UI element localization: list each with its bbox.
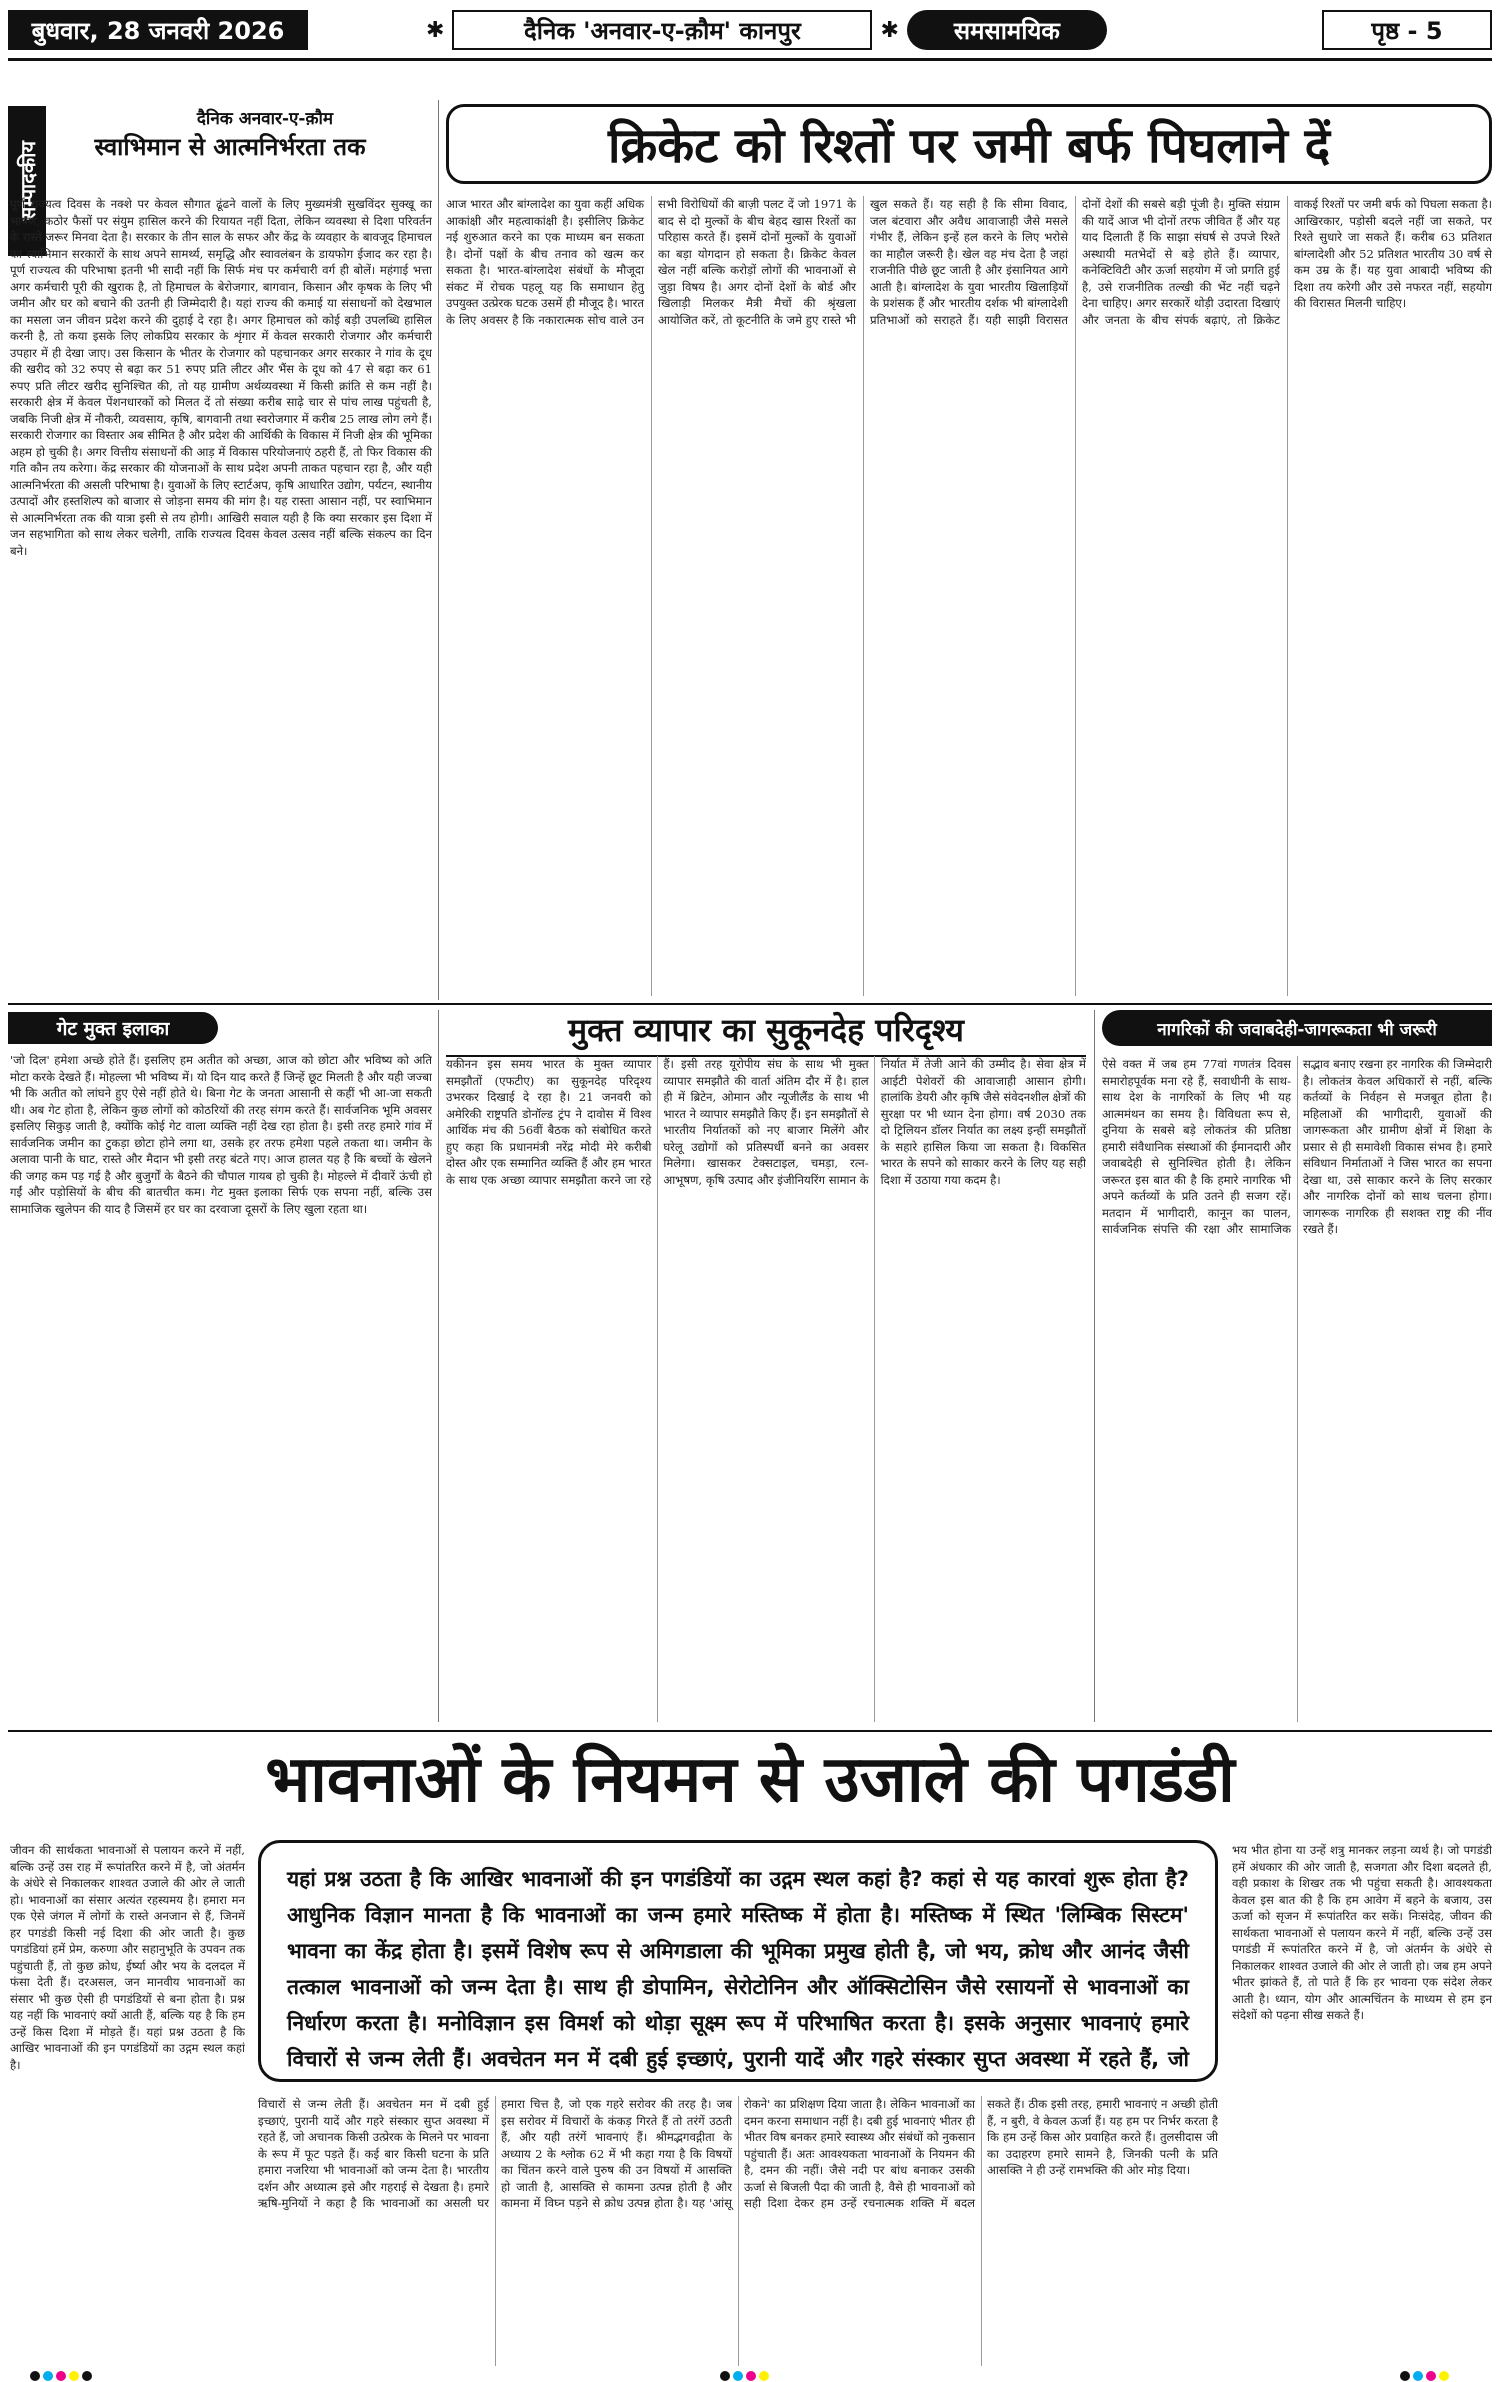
cricket-body: आज भारत और बांग्लादेश का युवा कहीं अधिक आकांक्षी और महत्वाकांक्षी है। इसीलिए क्रिकेट नई शुरुआत करने का एक माध्यम बन सकता है। दोनों पक्षों के बीच तनाव को खत्म कर सकता है। भारत-बांग्लादेश संबंधों के मौजूदा संकट में रोचक पहलू यह कि समाधान हेतु उपयुक्त उत्प्रेरक घटक उसमें ही मौजूद है। भारत के लिए अवसर है कि नकारात्मक सोच वाले उन सभी विरोधियों की बाज़ी पलट दें जो 1971 के बाद से दो मुल्कों के बीच बेहद खास रिश्तों का परिहास करते हैं। इसमें दोनों मुल्कों के युवाओं का बड़ा योगदान हो सकता है। क्रिकेट केवल खेल नहीं बल्कि करोड़ों लोगों की भावनाओं से जुड़ा विषय है। अगर दोनों देशों के बोर्ड और खिलाड़ी मिलकर मैत्री मैचों की श्रृंखला आयोजित करें, तो कूटनीति के जमे हुए रास्ते भी खुल सकते हैं। यह सही है कि सीमा विवाद, जल बंटवारा और अवैध आवाजाही जैसे मसले गंभीर हैं, लेकिन इन्हें हल करने के लिए भरोसे का माहौल जरूरी है। खेल वह मंच देता है जहां राजनीति पीछे छूट जाती है और इंसानियत आगे आती है। बांग्लादेश के युवा भारतीय खिलाड़ियों के प्रशंसक हैं और भारतीय दर्शक भी बांग्लादेशी प्रतिभाओं को सराहते हैं। यही साझी विरासत दोनों देशों की सबसे बड़ी पूंजी है। मुक्ति संग्राम की यादें आज भी दोनों तरफ जीवित हैं और यह याद दिलाती हैं कि साझा संघर्ष से उपजे रिश्ते अस्थायी मतभेदों से बड़े होते हैं। व्यापार, कनेक्टिविटी और ऊर्जा सहयोग में जो प्रगति हुई है, उसे राजनीतिक तल्खी की भेंट नहीं चढ़ने देना चाहिए। अगर सरकारें थोड़ी उदारता दिखाएं और जनता के बीच संपर्क बढ़ाएं, तो क्रिकेट वाकई रिश्तों पर जमी बर्फ को पिघला सकता है। आखिरकार, पड़ोसी बदले नहीं जा सकते, पर रिश्ते सुधारे जा सकते हैं। करीब 63 प्रतिशत बांग्लादेशी और 52 प्रतिशत भारतीय 30 वर्ष से कम उम्र के हैं। यह युवा आबादी भविष्य की दिशा तय करेगी और उसे नफरत नहीं, सहयोग की विरासत मिलनी चाहिए। xyxy=(446,197,1492,327)
trade-title: मुक्त व्यापार का सुकूनदेह परिदृश्य xyxy=(446,1008,1086,1057)
citizens-body: ऐसे वक्त में जब हम 77वां गणतंत्र दिवस समारोहपूर्वक मना रहे हैं, सवाधीनी के साथ-साथ देश के नागरिकों के लिए भी यह आत्ममंथन का समय है। विविधता रूप से, दुनिया के सबसे बड़े लोकतंत्र की प्रतिष्ठा हमारी संवैधानिक संस्थाओं की ईमानदारी और जवाबदेही से सुनिश्चित होती है। लेकिन जरूरत इस बात की है कि हमारे नागरिक भी अपने कर्तव्यों के प्रति उतने ही सजग रहें। मतदान में भागीदारी, कानून का पालन, सार्वजनिक संपत्ति की रक्षा और सामाजिक सद्भाव बनाए रखना हर नागरिक की जिम्मेदारी है। लोकतंत्र केवल अधिकारों से नहीं, बल्कि कर्तव्यों के निर्वहन से मजबूत होता है। महिलाओं की भागीदारी, युवाओं की जागरूकता और ग्रामीण क्षेत्रों में शिक्षा के प्रसार से ही समावेशी विकास संभव है। हमारे संविधान निर्माताओं ने जिस भारत का सपना देखा था, उसे साकार करने के लिए सरकार और नागरिक दोनों को साथ चलना होगा। जागरूक नागरिक ही सशक्त राष्ट्र की नींव रखते हैं। xyxy=(1102,1057,1492,1236)
editorial-tag-text: सम्पादकीय xyxy=(15,141,40,221)
masthead-rule xyxy=(8,58,1492,61)
feature-left-body: जीवन की सार्थकता भावनाओं से पलायन करने में नहीं, बल्कि उन्हें उस राह में रूपांतरित करने में है, जो अंतर्मन के अंधेरे से निकालकर शाश्वत उजाले की ओर ले जाती हो। भावनाओं का संसार अत्यंत रहस्यमय है। हमारा मन एक ऐसे जंगल में लोगों के रास्ते अनजान से हैं, जिनमें हर पगडंडी किसी नई दिशा की ओर जाती है। कुछ पगडंडियां हमें प्रेम, करुणा और सहानुभूति के उपवन तक पहुंचाती हैं, तो कुछ क्रोध, ईर्ष्या और भय के दलदल में फंसा देती हैं। दरअसल, जन मानवीय भावनाओं का संसार भी कुछ ऐसी ही पगडंडियों से बना होता है। प्रश्न यह नहीं कि भावनाएं क्यों आती हैं, बल्कि यह है कि हम उन्हें किस दिशा में मोड़ते हैं। यहां प्रश्न उठता है कि आखिर भावनाओं की इन पगडंडियों का उद्गम स्थल कहां है। xyxy=(10,1843,245,2072)
editorial-title: स्वाभिमान से आत्मनिर्भरता तक xyxy=(94,133,366,161)
masthead xyxy=(8,6,1492,54)
registration-marks xyxy=(720,2366,772,2382)
gate-title: गेट मुक्त इलाका xyxy=(8,1012,218,1044)
page-number: पृष्ठ - 5 xyxy=(1322,10,1492,50)
citizens-title: नागरिकों की जवाबदेही-जागरूकता भी जरूरी xyxy=(1102,1010,1492,1046)
paper-name: दैनिक 'अनवार-ए-क़ौम' कानपुर xyxy=(452,10,872,50)
registration-marks xyxy=(30,2366,95,2382)
star-icon: ✱ xyxy=(426,17,445,43)
editorial-body: पूर्ण राज्यत्व दिवस के नक्शे पर केवल सौगात ढूंढने वालों के लिए मुख्यमंत्री सुखविंदर सुक्खू का भाषण, कठोर फैसों पर संयुम हासिल करने की रियायत नहीं दिता, लेकिन व्यवस्था से दिशा परिवर्तन के रास्ते जरूर मिनवा देता है। सरकार के तीन साल के सफर और केंद्र के व्यवहार के बावजूद हिमाचल का स्वाभिमान सरकारों के साथ अपने सामर्थ्य, समृद्धि और स्वावलंबन के डायफोग ईजाद कर रहा है। पूर्ण राज्यत्व की परिभाषा इतनी भी सादी नहीं कि सिर्फ मंच पर कर्मचारी वर्ग ही बोलें। महंगाई भत्ता अगर कर्मचारी पूरी की खुराक है, तो हिमाचल के बेरोजगार, बागवान, किसान और कृषक के लिए भी जमीन और घर को बचाने की उतनी ही जिम्मेदारी है। यहां राज्य की कमाई या संसाधनों को देखभाल का मसला जन जीवन प्रदेश करने की दुहाई दे रहा है। अगर हिमाचल को कोई बड़ी उपलब्धि हासिल करनी है, तो कया इसके लिए लोकप्रिय सरकार के शृंगार में केवल सरकारी रोजगार और कर्मचारी उपहार में ही देखा जाए। उस किसान के भीतर के रोजगार को पहचानकर अगर सरकार ने गांव के दूध की खरीद को 32 रुपए से बढ़ा कर 51 रुपए प्रति लीटर और भैंस के दूध को 47 से बढ़ा कर 61 रुपए प्रति लीटर खरीद सुनिश्चित की, तो यह ग्रामीण अर्थव्यवस्था में किसी क्रांति से कम नहीं है। सरकारी क्षेत्र में केवल पेंशनधारकों को मिलत दें तो संख्या करीब साढ़े चार से पांच लाख पहुंचती है, जबकि निजी क्षेत्र में नौकरी, व्यवसाय, कृषि, बागवानी तथा स्वरोजगार में करीब 25 लाख लोग लगे हैं। सरकारी रोजगार का विस्तार अब सीमित है और प्रदेश की आर्थिकी के विकास में निजी क्षेत्र की भूमिका अहम हो चुकी है। अगर वित्तीय संसाधनों की आड़ में विकास परियोजनाएं ठहरी हैं, तो फिर विकास की गति कौन तय करेगा। केंद्र सरकार की योजनाओं के साथ प्रदेश अपनी ताकत पहचान रहा है, और यही आत्मनिर्भरता की असली परिभाषा है। युवाओं के लिए स्टार्टअप, कृषि आधारित उद्योग, पर्यटन, स्थानीय उत्पादों और हस्तशिल्प को बाजार से जोड़ना समय की मांग है। यह रास्ता आसान नहीं, पर स्वाभिमान से आत्मनिर्भरता तक की यात्रा इसी से तय होगी। आखिरी सवाल यही है कि क्या सरकार इस दिशा में जन सहभागिता को साथ लेकर चलेगी, ताकि राज्यत्व दिवस केवल उत्सव नहीं बल्कि संकल्प का दिन बने। xyxy=(10,197,432,558)
editorial-source: दैनिक अनवार-ए-क़ौम xyxy=(196,109,334,129)
section-label: समसामयिक xyxy=(907,10,1107,50)
column-divider xyxy=(438,100,439,1000)
feature-bottom-body: विचारों से जन्म लेती हैं। अवचेतन मन में दबी हुई इच्छाएं, पुरानी यादें और गहरे संस्कार सुप्त अवस्था में रहते हैं, जो अचानक किसी उत्प्रेरक के मिलने पर भावना के रूप में फूट पड़ते हैं। कई बार किसी घटना के प्रति हमारा नजरिया भी भावनाओं को जन्म देता है। भारतीय दर्शन और अध्यात्म इसे और गहराई से देखता है। हमारे ऋषि-मुनियों ने कहा है कि भावनाओं का असली घर हमारा चित्त है, जो एक गहरे सरोवर की तरह है। जब इस सरोवर में विचारों के कंकड़ गिरते हैं तो तरंगें उठती हैं, और यही तरंगें भावनाएं हैं। श्रीमद्भगवद्गीता के अध्याय 2 के श्लोक 62 में भी कहा गया है कि विषयों का चिंतन करने वाले पुरुष की उन विषयों में आसक्ति हो जाती है, आसक्ति से कामना उत्पन्न होती है और कामना में विघ्न पड़ने से क्रोध उत्पन्न होता है। यह 'आंसू रोकने' का प्रशिक्षण दिया जाता है। लेकिन भावनाओं का दमन करना समाधान नहीं है। दबी हुई भावनाएं भीतर ही भीतर विष बनकर हमारे स्वास्थ्य और संबंधों को नुकसान पहुंचाती हैं। अतः आवश्यकता भावनाओं के नियमन की है, दमन की नहीं। जैसे नदी पर बांध बनाकर उसकी ऊर्जा से बिजली पैदा की जाती है, वैसे ही भावनाओं को सही दिशा देकर हम उन्हें रचनात्मक शक्ति में बदल सकते हैं। ठीक इसी तरह, हमारी भावनाएं न अच्छी होती हैं, न बुरी, वे केवल ऊर्जा हैं। यह हम पर निर्भर करता है कि हम उन्हें किस ओर प्रवाहित करते हैं। तुलसीदास जी का उदाहरण हमारे सामने है, जिनकी पत्नी के प्रति आसक्ति ने ही उन्हें रामभक्ति की ओर मोड़ दिया। xyxy=(258,2097,1218,2210)
cricket-title: क्रिकेट को रिश्तों पर जमी बर्फ पिघलाने दें xyxy=(607,117,1331,174)
section-rule xyxy=(8,1730,1492,1732)
feature-pull-quote: यहां प्रश्न उठता है कि आखिर भावनाओं की इन पगडंडियों का उद्गम स्थल कहां है? कहां से यह कारवां शुरू होता है? आधुनिक विज्ञान मानता है कि भावनाओं का जन्म हमारे मस्तिष्क में होता है। मस्तिष्क में स्थित 'लिम्बिक सिस्टम' भावना का केंद्र होता है। इसमें विशेष रूप से अमिगडाला की भूमिका प्रमुख होती है, जो भय, क्रोध और आनंद जैसी तत्काल भावनाओं को जन्म देता है। साथ ही डोपामिन, सेरोटोनिन और ऑक्सिटोसिन जैसे रसायनों से भावनाओं का निर्धारण करता है। मनोविज्ञान इस विमर्श को थोड़ा सूक्ष्म रूप में परिभाषित करता है। इसके अनुसार भावनाएं हमारे विचारों से जन्म लेती हैं। अवचेतन मन में दबी हुई इच्छाएं, पुरानी यादें और गहरे संस्कार सुप्त अवस्था में रहते हैं, जो xyxy=(258,1840,1218,2082)
cricket-title-box xyxy=(446,104,1492,184)
gate-body: 'जो दिल' हमेशा अच्छे होते हैं। इसलिए हम अतीत को अच्छा, आज को छोटा और भविष्य को अति मोटा करके देखते हैं। मोहल्ला भी भविष्य में। यो दिन याद करते हैं जिन्हें छूट मिलती है और यही जज्बा भी कि अतीत को लांघने हुए ऐसे नहीं होते थे। बिना गेट के जनता आसानी से कहीं भी आ-जा सकती थी। अब गेट होता है, लेकिन कुछ लोगों को कोठरियों की तरह संगम करते हैं। सार्वजनिक भूमि अवसर इसलिए सिकुड़ जाती है, क्योंकि कोई गेट वाला व्यक्ति नहीं देख रहा होता है। इसी तरह हमारे गांव में सार्वजनिक जमीन का टुकड़ा छोटा होने लगा था, उसके हर तरफ हमेशा पहले तकता था। जमीन के अलावा पानी के घाट, रास्ते और मैदान भी इसी तरह बंटते गए। आज हालत यह है कि बच्चों के खेलने की जगह कम पड़ गई है और बुजुर्गों के बैठने की चौपाल गायब हो चुकी है। मोहल्ले में दीवारें ऊंची हो गईं और पड़ोसियों के बीच की बातचीत कम। गेट मुक्त इलाका सिर्फ एक सपना नहीं, बल्कि उस सामाजिक खुलेपन की याद है जिसमें हर घर का दरवाजा दूसरों के लिए खुला रहता था। xyxy=(10,1053,432,1216)
section-rule xyxy=(8,1003,1492,1005)
feature-title: भावनाओं के नियमन से उजाले की पगडंडी xyxy=(265,1743,1235,1817)
column-divider xyxy=(1094,1010,1095,1722)
registration-marks xyxy=(1400,2366,1452,2382)
star-icon: ✱ xyxy=(880,17,899,43)
feature-right-body: भय भीत होना या उन्हें शत्रु मानकर लड़ना व्यर्थ है। जो पगडंडी हमें अंधकार की ओर जाती है, सजगता और दिशा बदलते ही, वही प्रकाश के शिखर तक भी पहुंचा सकती है। आवश्यकता केवल इस बात की है कि हम आवेग में बहने के बजाय, उस ऊर्जा को सृजन में रूपांतरित कर सकें। निःसंदेह, जीवन की सार्थकता भावनाओं से पलायन करने में नहीं, बल्कि उन्हें उस पगडंडी में रूपांतरित करने में है, जो अंतर्मन के अंधेरे से निकालकर शाश्वत उजाले की ओर ले जाती हो। जब हम अपने भीतर झांकते हैं, तो पाते हैं कि हर भावना एक संदेश लेकर आती है। ध्यान, योग और आत्मचिंतन के माध्यम से हम इन संदेशों को पढ़ना सीख सकते हैं। xyxy=(1232,1843,1492,2022)
column-divider xyxy=(438,1010,439,1722)
date-label: बुधवार, 28 जनवरी 2026 xyxy=(8,10,308,50)
trade-body: यकीनन इस समय भारत के मुक्त व्यापार समझौतों (एफटीए) का सुकूनदेह परिदृश्य उभरकर दिखाई दे रहा है। 21 जनवरी को अमेरिकी राष्ट्रपति डोनॉल्ड ट्रंप ने दावोस में विश्व आर्थिक मंच की 56वीं बैठक को संबोधित करते हुए कहा कि प्रधानमंत्री नरेंद्र मोदी मेरे करीबी दोस्त और एक सम्मानित व्यक्ति हैं और हम भारत के साथ एक अच्छा व्यापार समझौता करने जा रहे हैं। इसी तरह यूरोपीय संघ के साथ भी मुक्त व्यापार समझौते की वार्ता अंतिम दौर में है। हाल ही में ब्रिटेन, ओमान और न्यूजीलैंड के साथ भी भारत ने व्यापार समझौते किए हैं। इन समझौतों से भारतीय निर्यातकों को नए बाजार मिलेंगे और घरेलू उद्योगों को प्रतिस्पर्धी बनने का अवसर मिलेगा। खासकर टेक्सटाइल, चमड़ा, रत्न-आभूषण, कृषि उत्पाद और इंजीनियरिंग सामान के निर्यात में तेजी आने की उम्मीद है। सेवा क्षेत्र में आईटी पेशेवरों की आवाजाही आसान होगी। हालांकि डेयरी और कृषि जैसे संवेदनशील क्षेत्रों की सुरक्षा पर भी ध्यान देना होगा। वर्ष 2030 तक दो ट्रिलियन डॉलर निर्यात का लक्ष्य इन्हीं समझौतों के सहारे हासिल किया जा सकता है। विकसित भारत के सपने को साकार करने के लिए यह सही दिशा में उठाया गया कदम है। xyxy=(446,1057,1086,1187)
